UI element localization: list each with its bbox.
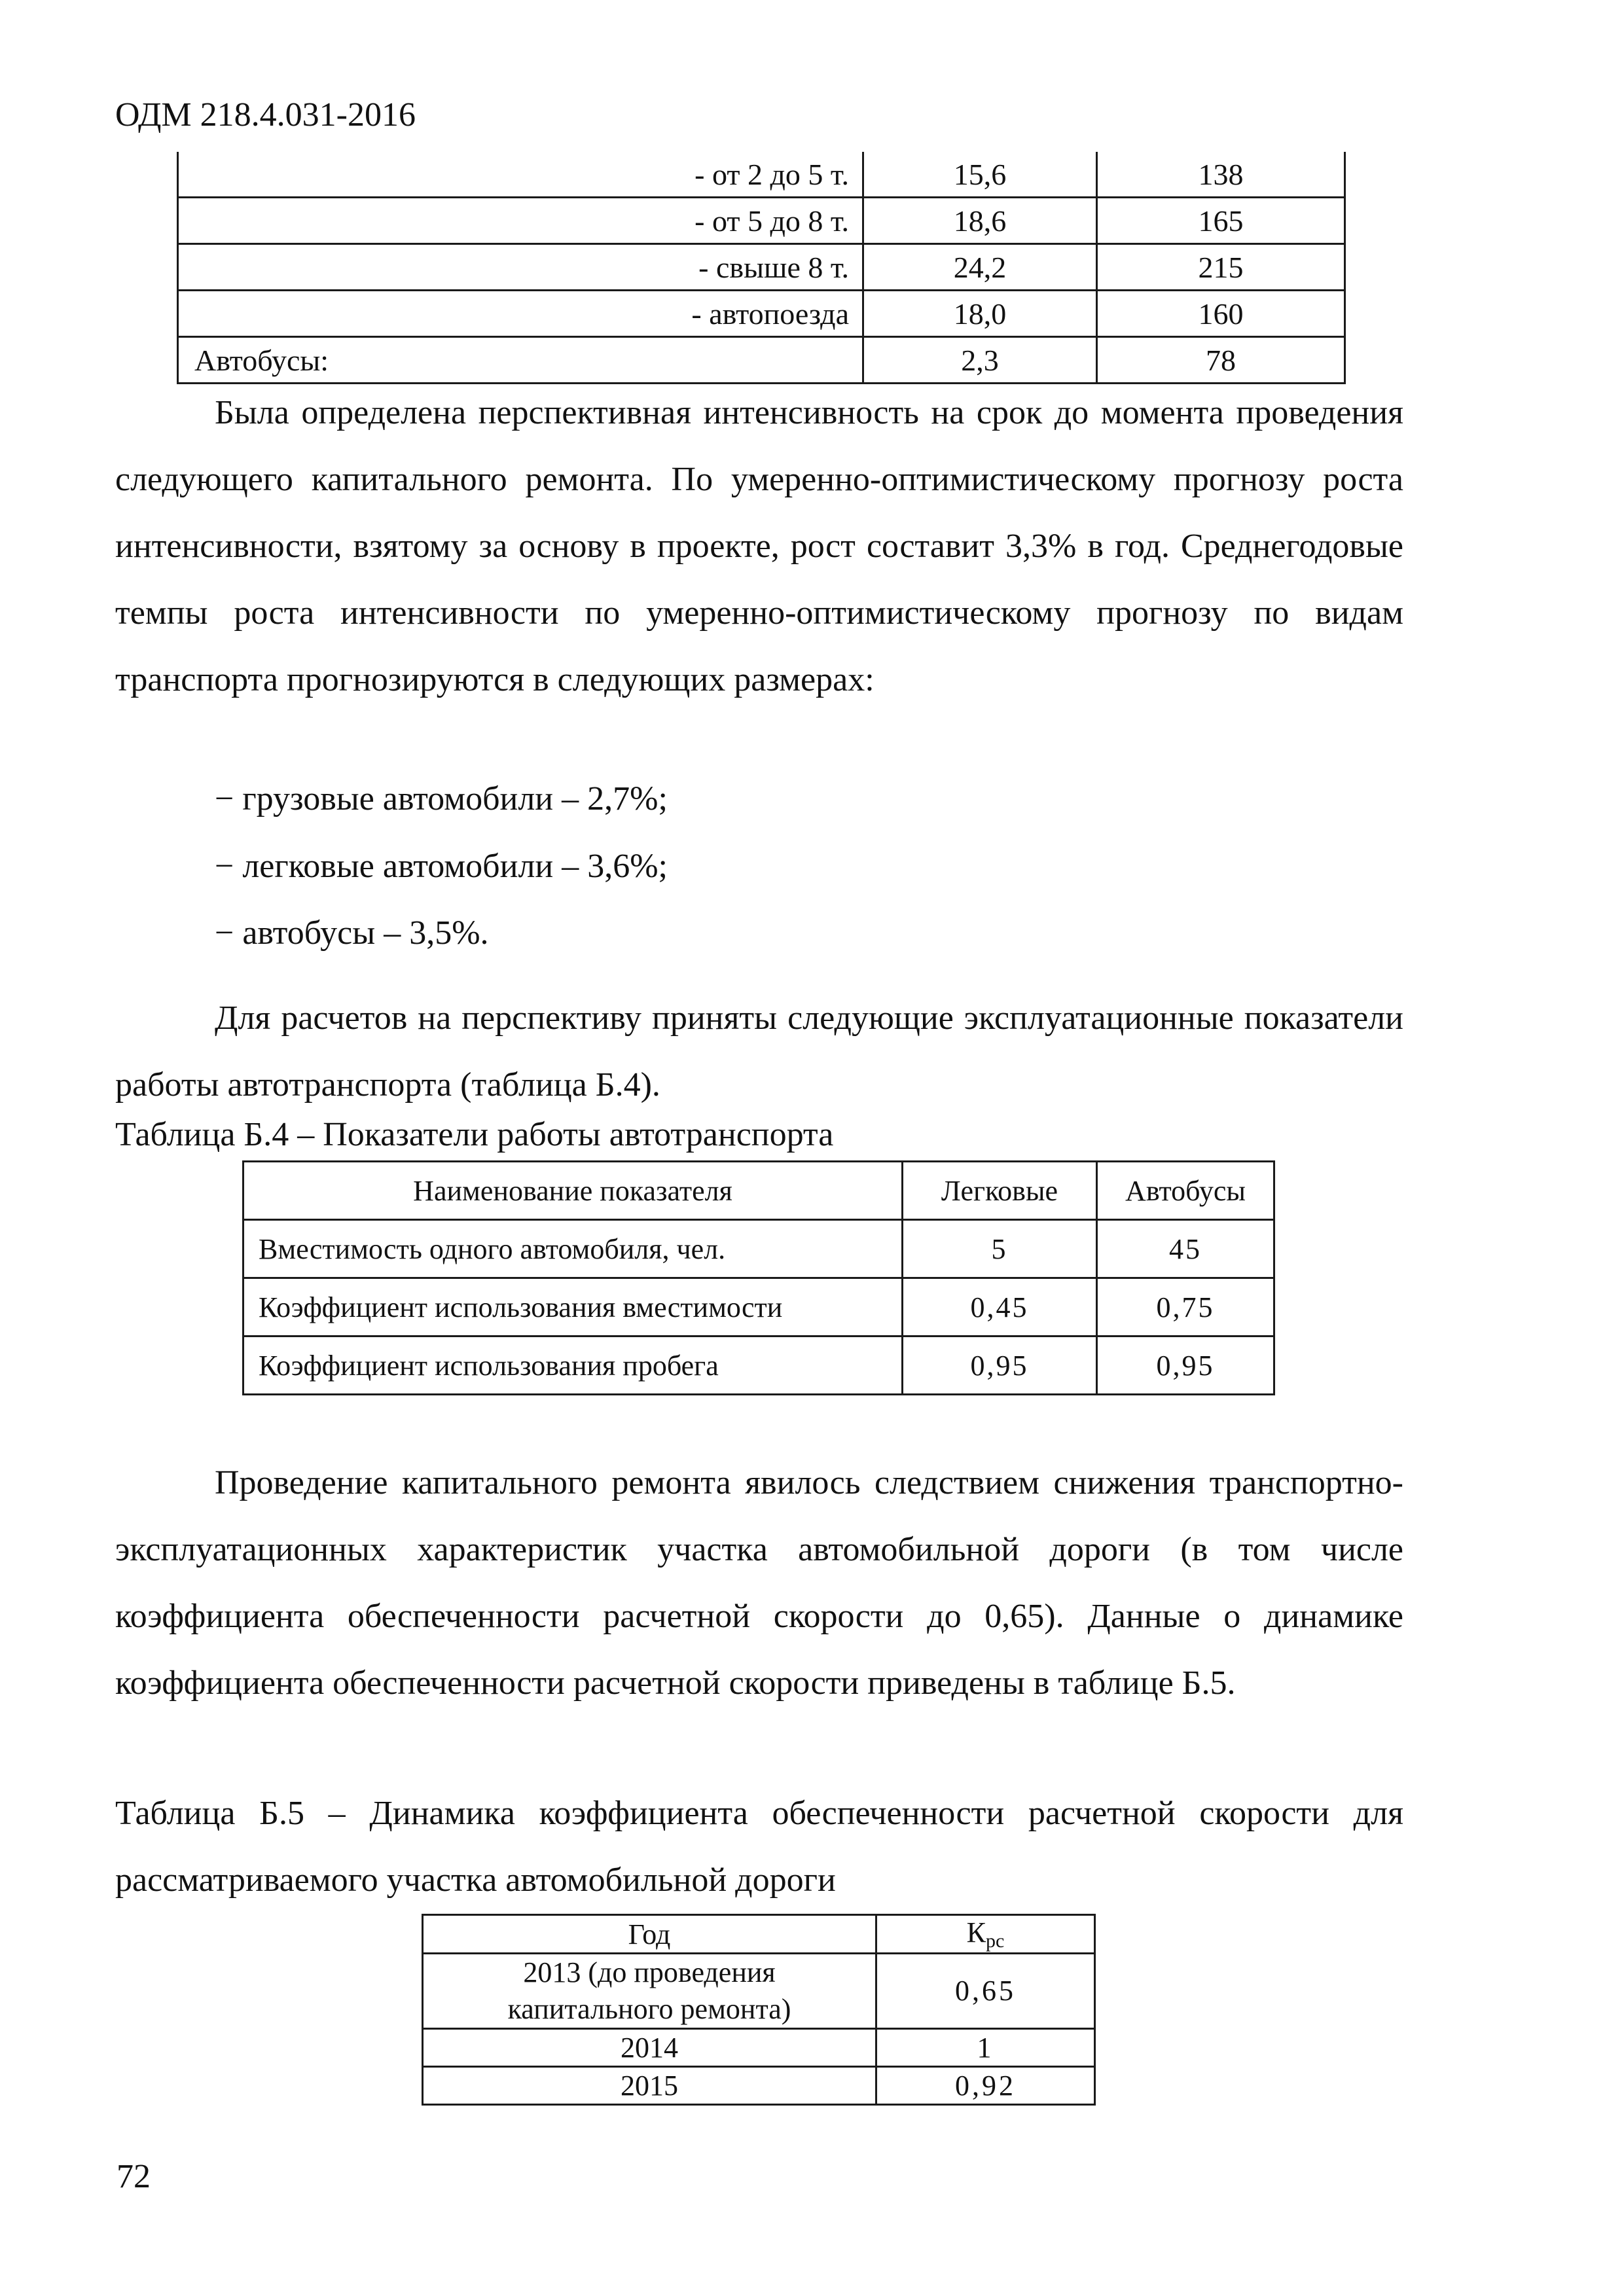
table-row <box>244 1336 1274 1395</box>
value-cell: 0,75 <box>1097 1278 1274 1336</box>
document-code: ОДМ 218.4.031-2016 <box>115 96 416 134</box>
paragraph-operational-indicators: Для расчетов на перспективу приняты следующие эксплуатационные показатели работы автотранспорта (таблица Б.4). <box>115 999 1403 1103</box>
vehicle-type-cell: Автобусы: <box>178 337 863 384</box>
value-cell: 2,3 <box>863 337 1097 384</box>
list-item-trucks: − грузовые автомобили – 2,7%; <box>215 780 668 817</box>
year-line: капитального ремонта) <box>507 1993 791 2025</box>
table-b4-caption: Таблица Б.4 – Показатели работы автотранспорта <box>115 1116 834 1153</box>
table-row <box>178 244 1345 291</box>
year-cell <box>423 1954 876 2029</box>
coefficient-subscript: рс <box>986 1930 1005 1952</box>
value-cell: 160 <box>1097 291 1345 337</box>
page-number: 72 <box>117 2158 151 2195</box>
column-header: Легковые <box>903 1162 1097 1220</box>
value-cell: 215 <box>1097 244 1345 291</box>
value-cell: 15,6 <box>863 152 1097 198</box>
table-b5 <box>422 1914 1096 2106</box>
year-cell: 2014 <box>423 2029 876 2067</box>
year-cell: 2015 <box>423 2067 876 2105</box>
value-cell: 24,2 <box>863 244 1097 291</box>
value-cell: 18,0 <box>863 291 1097 337</box>
value-cell: 18,6 <box>863 198 1097 244</box>
value-cell: 5 <box>903 1220 1097 1278</box>
table-b5-caption: Таблица Б.5 – Динамика коэффициента обеспеченности расчетной скорости для рассматриваемого участка автомобильной дороги <box>115 1795 1403 1899</box>
vehicle-type-cell: - от 5 до 8 т. <box>178 198 863 244</box>
list-item-cars: − легковые автомобили – 3,6%; <box>215 848 668 885</box>
indicator-cell: Коэффициент использования вместимости <box>244 1278 903 1336</box>
indicator-cell: Вместимость одного автомобиля, чел. <box>244 1220 903 1278</box>
table-row <box>178 152 1345 198</box>
column-header: Наименование показателя <box>244 1162 903 1220</box>
coefficient-symbol: К <box>966 1916 986 1948</box>
paragraph-repair-consequence: Проведение капитального ремонта явилось следствием снижения транспортно-эксплуатационных характеристик участка автомобильной дороги (в том числе коэффициента обеспеченности расчетной скорости до 0,65). Данные о динамике коэффициента обеспеченности расчетной скорости приведены в таблице Б.5. <box>115 1464 1403 1702</box>
table-row <box>178 337 1345 384</box>
coefficient-cell: 1 <box>876 2029 1095 2067</box>
table-row <box>178 198 1345 244</box>
table-row <box>244 1220 1274 1278</box>
table-row <box>178 291 1345 337</box>
table-header-row <box>423 1915 1095 1954</box>
table-row <box>423 2067 1095 2105</box>
year-line: 2013 (до проведения <box>523 1956 776 1988</box>
indicator-cell: Коэффициент использования пробега <box>244 1336 903 1395</box>
column-header-year: Год <box>423 1915 876 1954</box>
vehicle-table-continued <box>177 152 1346 384</box>
value-cell: 138 <box>1097 152 1345 198</box>
vehicle-type-cell: - свыше 8 т. <box>178 244 863 291</box>
value-cell: 0,45 <box>903 1278 1097 1336</box>
table-row <box>244 1278 1274 1336</box>
coefficient-cell: 0,92 <box>876 2067 1095 2105</box>
coefficient-cell: 0,65 <box>876 1954 1095 2029</box>
list-item-buses: − автобусы – 3,5%. <box>215 914 489 952</box>
value-cell: 165 <box>1097 198 1345 244</box>
column-header: Автобусы <box>1097 1162 1274 1220</box>
vehicle-type-cell: - от 2 до 5 т. <box>178 152 863 198</box>
table-b4 <box>242 1160 1275 1395</box>
table-header-row <box>244 1162 1274 1220</box>
vehicle-type-cell: - автопоезда <box>178 291 863 337</box>
value-cell: 0,95 <box>1097 1336 1274 1395</box>
column-header-coefficient <box>876 1915 1095 1954</box>
value-cell: 0,95 <box>903 1336 1097 1395</box>
value-cell: 45 <box>1097 1220 1274 1278</box>
table-row <box>423 1954 1095 2029</box>
value-cell: 78 <box>1097 337 1345 384</box>
table-row <box>423 2029 1095 2067</box>
paragraph-traffic-forecast: Была определена перспективная интенсивность на срок до момента проведения следующего капитального ремонта. По умеренно-оптимистическому прогнозу роста интенсивности, взятому за основу в проекте, рост составит 3,3% в год. Среднегодовые темпы роста интенсивности по умеренно-оптимистическому прогнозу по видам транспорта прогнозируются в следующих размерах: <box>115 394 1403 698</box>
